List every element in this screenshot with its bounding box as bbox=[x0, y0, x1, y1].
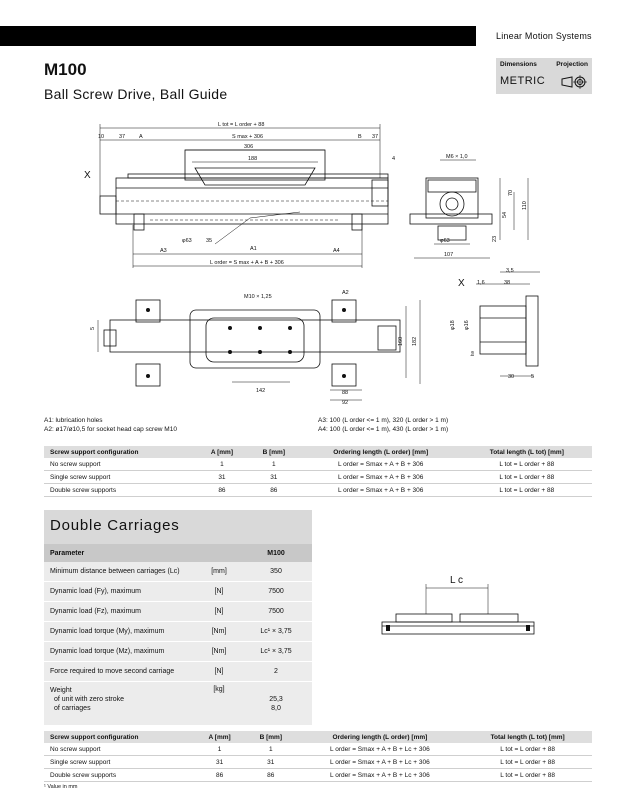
dim-160: 160 bbox=[398, 336, 404, 346]
table-row bbox=[44, 458, 592, 471]
screw-support-table bbox=[44, 446, 592, 497]
table-header: A [mm] bbox=[196, 446, 248, 458]
label-a3: A3 bbox=[160, 248, 167, 254]
label-a1: A1 bbox=[250, 246, 257, 252]
model-title: M100 bbox=[44, 60, 87, 79]
double-carriages-table bbox=[44, 544, 312, 726]
param-value: Lc¹ × 3,75 bbox=[240, 642, 312, 662]
table-cell: L order = Smax + A + B + Lc + 306 bbox=[296, 756, 463, 769]
table-cell: 31 bbox=[245, 756, 296, 769]
dim-35: 35 bbox=[206, 238, 213, 244]
param-unit: [Nm] bbox=[198, 642, 240, 662]
param-name: Force required to move second carriage bbox=[44, 662, 198, 682]
table-row bbox=[44, 622, 312, 642]
table-cell: L tot = L order + 88 bbox=[462, 484, 592, 497]
dim-m10: M10 × 1,25 bbox=[244, 294, 272, 300]
label-a2: A2 bbox=[342, 290, 349, 296]
detail-label-x: X bbox=[458, 278, 465, 289]
table-cell: L order = Smax + A + B + 306 bbox=[300, 471, 462, 484]
dim-37-right: 37 bbox=[372, 134, 379, 140]
dim-92: 92 bbox=[342, 400, 349, 406]
table-cell: L tot = L order + 88 bbox=[463, 743, 592, 756]
table-cell: Double screw supports bbox=[44, 484, 196, 497]
weight-value-carriages: 8,0 bbox=[271, 705, 281, 712]
dim-10: 10 bbox=[98, 134, 105, 140]
table-cell: No screw support bbox=[44, 743, 194, 756]
table-cell: 31 bbox=[248, 471, 300, 484]
param-unit: [mm] bbox=[198, 562, 240, 582]
table-row bbox=[44, 602, 312, 622]
table-cell: 86 bbox=[194, 769, 245, 782]
table-cell: Single screw support bbox=[44, 471, 196, 484]
dim-m6: M6 × 1,0 bbox=[446, 154, 468, 160]
param-name: Dynamic load torque (Mz), maximum bbox=[44, 642, 198, 662]
dim-3-5: 3,5 bbox=[506, 268, 514, 274]
dim-a-left: A bbox=[139, 134, 143, 140]
table-row bbox=[44, 562, 312, 582]
table-cell: 86 bbox=[245, 769, 296, 782]
table-row bbox=[44, 642, 312, 662]
dim-182: 182 bbox=[412, 336, 418, 346]
table-cell: L order = Smax + A + B + Lc + 306 bbox=[296, 769, 463, 782]
table-row bbox=[44, 682, 312, 726]
param-unit: [Nm] bbox=[198, 622, 240, 642]
weight-sub-carriages: of carriages bbox=[54, 705, 91, 712]
label-a4: A4 bbox=[333, 248, 340, 254]
table-header: B [mm] bbox=[245, 731, 296, 743]
param-unit: [N] bbox=[198, 582, 240, 602]
weight-sub-unit: of unit with zero stroke bbox=[54, 696, 125, 703]
table-cell: L tot = L order + 88 bbox=[462, 471, 592, 484]
table-header: Total length (L tot) [mm] bbox=[462, 446, 592, 458]
dim-107: 107 bbox=[444, 252, 454, 258]
note-a1: A1: lubrication holes bbox=[44, 417, 103, 424]
table-cell: 1 bbox=[245, 743, 296, 756]
table-header: Screw support configuration bbox=[44, 731, 194, 743]
table-header: Total length (L tot) [mm] bbox=[463, 731, 592, 743]
dim-30: 30 bbox=[508, 374, 515, 380]
table-cell: 1 bbox=[248, 458, 300, 471]
table-header: Ordering length (L order) [mm] bbox=[296, 731, 463, 743]
param-value: 7500 bbox=[240, 582, 312, 602]
double-carriages-header bbox=[44, 510, 312, 544]
table-cell: L tot = L order + 88 bbox=[463, 756, 592, 769]
table-header: Ordering length (L order) [mm] bbox=[300, 446, 462, 458]
weight-unit: [kg] bbox=[198, 682, 240, 726]
table-cell: No screw support bbox=[44, 458, 196, 471]
table-cell: L order = Smax + A + B + Lc + 306 bbox=[296, 743, 463, 756]
dim-phi63: φ63 bbox=[182, 238, 192, 244]
table-row bbox=[44, 582, 312, 602]
product-subtitle: Ball Screw Drive, Ball Guide bbox=[44, 86, 228, 102]
dim-h9: h9 bbox=[470, 350, 475, 356]
notes-right bbox=[318, 416, 448, 434]
projection-label: Projection bbox=[556, 61, 588, 68]
dim-110: 110 bbox=[522, 201, 528, 210]
table-row bbox=[44, 662, 312, 682]
dim-188: 188 bbox=[248, 156, 258, 162]
param-value: 7500 bbox=[240, 602, 312, 622]
weight-label: Weight bbox=[50, 687, 72, 694]
dimensions-label: Dimensions bbox=[500, 61, 537, 68]
param-name: Dynamic load (Fz), maximum bbox=[44, 602, 198, 622]
dim-88: 88 bbox=[342, 390, 349, 396]
view-label-x: X bbox=[84, 170, 91, 181]
note-a4: A4: 100 (L order <= 1 m), 430 (L order > 1 m) bbox=[318, 426, 449, 433]
table-cell: 1 bbox=[194, 743, 245, 756]
table-row bbox=[44, 769, 592, 782]
dim-70: 70 bbox=[508, 189, 514, 196]
dim-5-detail: 5 bbox=[531, 374, 535, 380]
screw-support-table-double bbox=[44, 731, 592, 782]
dim-23: 23 bbox=[492, 235, 498, 242]
dim-phi18: φ18 bbox=[450, 320, 456, 330]
table-cell: 1 bbox=[196, 458, 248, 471]
table-header: B [mm] bbox=[248, 446, 300, 458]
dim-lorder: L order = S max + A + B + 306 bbox=[210, 260, 284, 266]
param-value: 350 bbox=[240, 562, 312, 582]
table-cell: 86 bbox=[196, 484, 248, 497]
table-cell: Single screw support bbox=[44, 756, 194, 769]
dim-4: 4 bbox=[392, 156, 396, 162]
table-row bbox=[44, 484, 592, 497]
note-a2: A2: ø17/ø10,5 for socket head cap screw M10 bbox=[44, 426, 177, 433]
param-unit: [N] bbox=[198, 662, 240, 682]
dim-38: 38 bbox=[504, 280, 511, 286]
table-row bbox=[44, 471, 592, 484]
double-carriages-title: Double Carriages bbox=[50, 517, 180, 534]
dim-5: 5 bbox=[90, 326, 96, 330]
table-cell: 86 bbox=[248, 484, 300, 497]
table-header: A [mm] bbox=[194, 731, 245, 743]
dim-smax: S max + 306 bbox=[232, 134, 264, 140]
dim-phi16: φ16 bbox=[464, 320, 470, 330]
param-name: Minimum distance between carriages (Lc) bbox=[44, 562, 198, 582]
dim-1-6: 1,6 bbox=[477, 280, 485, 286]
table-cell: 31 bbox=[194, 756, 245, 769]
dim-54: 54 bbox=[502, 211, 508, 218]
param-unit: [N] bbox=[198, 602, 240, 622]
table-row bbox=[44, 756, 592, 769]
table-cell: L tot = L order + 88 bbox=[463, 769, 592, 782]
dim-b-right: B bbox=[358, 134, 362, 140]
param-name: Dynamic load (Fy), maximum bbox=[44, 582, 198, 602]
param-value: Lc¹ × 3,75 bbox=[240, 622, 312, 642]
section-label: Linear Motion Systems bbox=[496, 31, 592, 41]
table-cell: Double screw supports bbox=[44, 769, 194, 782]
dim-306: 306 bbox=[244, 144, 254, 150]
table-cell: 31 bbox=[196, 471, 248, 484]
table-header: Screw support configuration bbox=[44, 446, 196, 458]
note-a3: A3: 100 (L order <= 1 m), 320 (L order > 1 m) bbox=[318, 417, 449, 424]
table-cell: L order = Smax + A + B + 306 bbox=[300, 484, 462, 497]
param-name: Dynamic load torque (My), maximum bbox=[44, 622, 198, 642]
dim-37-left: 37 bbox=[119, 134, 126, 140]
notes-left bbox=[44, 416, 177, 434]
weight-value-unit: 25,3 bbox=[269, 696, 283, 703]
dim-142: 142 bbox=[256, 388, 266, 394]
dim-lc: L c bbox=[450, 575, 463, 586]
dim-ltot: L tot = L order + 88 bbox=[218, 122, 265, 128]
table-row bbox=[44, 743, 592, 756]
dim-phi63-end: φ63 bbox=[440, 238, 450, 244]
unit-label: METRIC bbox=[500, 75, 546, 87]
table-cell: L order = Smax + A + B + 306 bbox=[300, 458, 462, 471]
footnote: ¹ Value in mm bbox=[44, 784, 78, 790]
param-header: Parameter bbox=[44, 544, 198, 562]
model-header: M100 bbox=[240, 544, 312, 562]
param-value: 2 bbox=[240, 662, 312, 682]
table-cell: L tot = L order + 88 bbox=[462, 458, 592, 471]
